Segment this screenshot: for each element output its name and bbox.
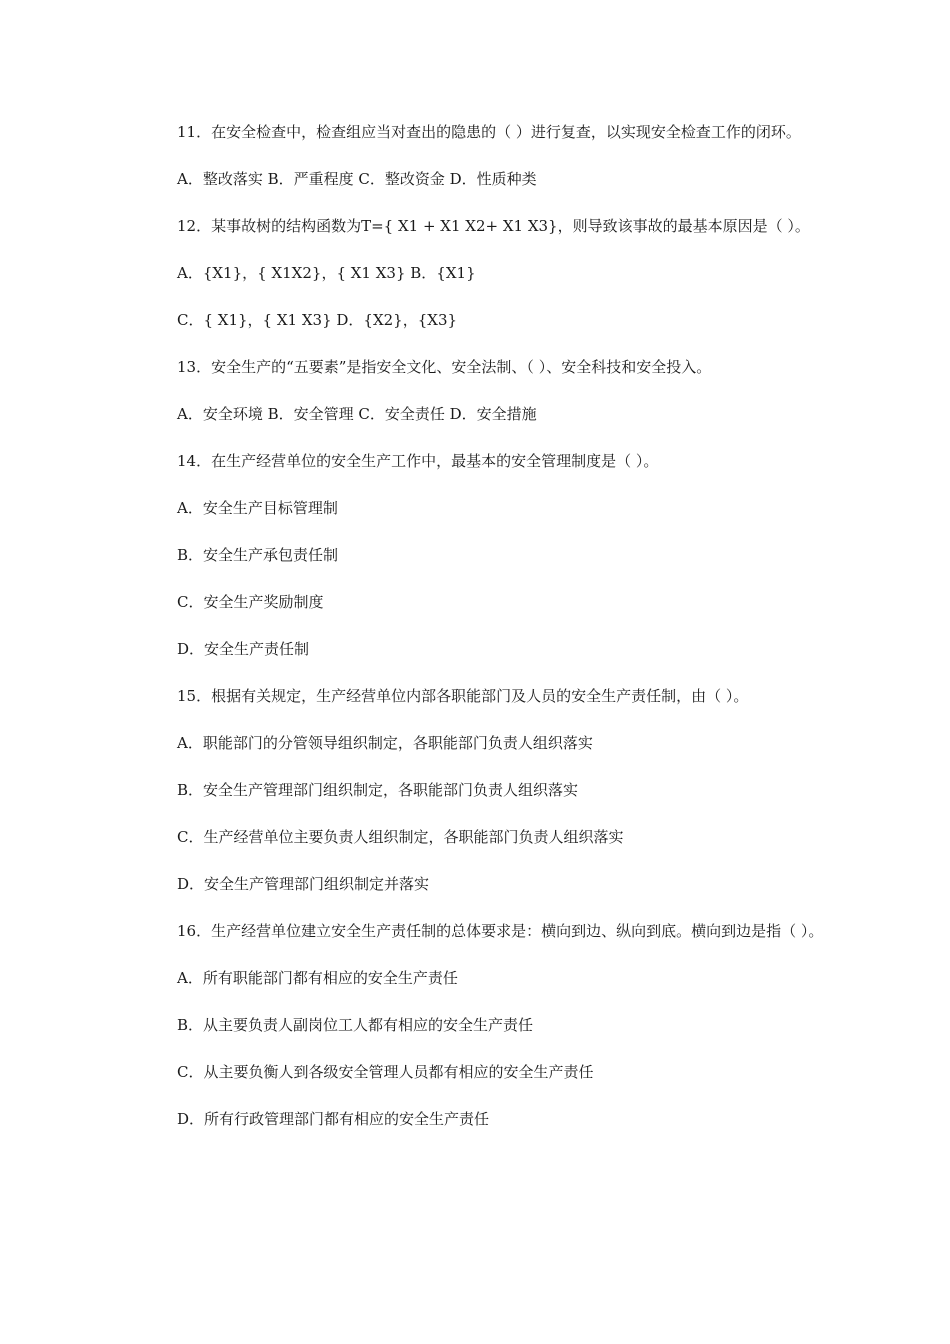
question-12: 12．某事故树的结构函数为T={ X1 + X1 X2+ X1 X3}，则导致该事故的最基本原因是（ ）。	[177, 217, 810, 235]
question-16: 16．生产经营单位建立安全生产责任制的总体要求是：横向到边、纵向到底。横向到边是指（ ）。	[177, 922, 824, 940]
question-14-option-b: B．安全生产承包责任制	[177, 546, 339, 564]
question-11-options: A．整改落实 B．严重程度 C．整改资金 D．性质种类	[177, 170, 537, 188]
question-16-option-b: B．从主要负责人副岗位工人都有相应的安全生产责任	[177, 1016, 534, 1034]
question-13-options: A．安全环境 B．安全管理 C．安全责任 D．安全措施	[177, 405, 537, 423]
question-15-option-b: B．安全生产管理部门组织制定，各职能部门负责人组织落实	[177, 781, 579, 799]
question-14-option-c: C．安全生产奖励制度	[177, 593, 324, 611]
question-12-options-line-1: A．{X1}，{ X1X2}，{ X1 X3} B．{X1}	[177, 264, 476, 282]
document-content	[145, 120, 825, 1131]
question-16-option-a: A．所有职能部门都有相应的安全生产责任	[177, 969, 458, 987]
question-16-option-c: C．从主要负衡人到各级安全管理人员都有相应的安全生产责任	[177, 1063, 594, 1081]
question-14-option-a: A．安全生产目标管理制	[177, 499, 338, 517]
question-12-options-line-2: C．{ X1}，{ X1 X3} D．{X2}，{X3}	[177, 311, 458, 329]
question-14-option-d: D．安全生产责任制	[177, 640, 310, 658]
question-15-option-a: A．职能部门的分管领导组织制定，各职能部门负责人组织落实	[177, 734, 593, 752]
question-15-option-d: D．安全生产管理部门组织制定并落实	[177, 875, 430, 893]
question-15: 15．根据有关规定，生产经营单位内部各职能部门及人员的安全生产责任制，由（ ）。	[177, 687, 749, 705]
question-11: 11．在安全检查中，检查组应当对查出的隐患的（ ）进行复查，以实现安全检查工作的闭环。	[177, 123, 801, 141]
question-14: 14．在生产经营单位的安全生产工作中，最基本的安全管理制度是（ ）。	[177, 452, 659, 470]
question-15-option-c: C．生产经营单位主要负责人组织制定，各职能部门负责人组织落实	[177, 828, 624, 846]
question-16-option-d: D．所有行政管理部门都有相应的安全生产责任	[177, 1110, 490, 1128]
question-13: 13．安全生产的“五要素”是指安全文化、安全法制、（ ）、安全科技和安全投入。	[177, 358, 712, 376]
